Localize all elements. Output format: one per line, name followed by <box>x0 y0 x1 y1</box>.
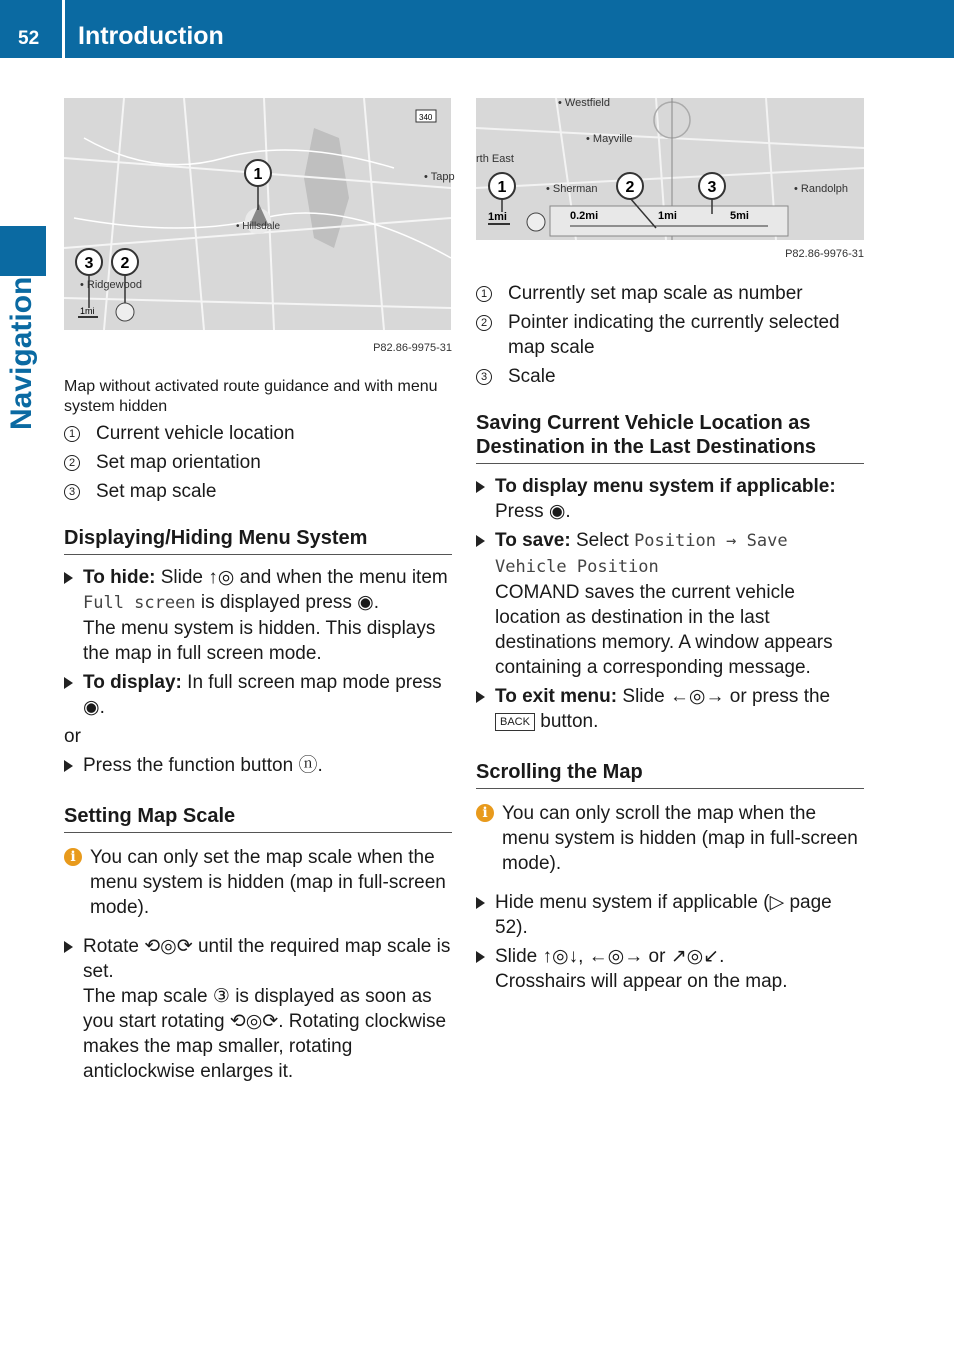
map-figure-1 <box>64 98 455 330</box>
step-function: Press the function button ⓝ. <box>64 753 452 778</box>
map-image-2 <box>476 98 864 240</box>
side-tab-marker <box>0 226 46 276</box>
legend-list-1 <box>64 421 452 504</box>
step-display: To display: In full screen map mode press ◉. <box>64 670 452 720</box>
step-slide: Slide ↑◎↓, ←◎→ or ↗◎↙. Crosshairs will appear on the map. <box>476 944 864 994</box>
step-arrow-icon <box>476 897 485 909</box>
svg-text:3: 3 <box>84 255 94 272</box>
step-arrow-icon <box>476 951 485 963</box>
header-divider <box>62 0 65 58</box>
svg-text:• Randolph: • Randolph <box>794 183 849 195</box>
step-exit-menu: To exit menu: Slide ←◎→ or press the BACK button. <box>476 684 864 734</box>
heading-display-hide: Displaying/Hiding Menu System <box>64 526 452 555</box>
svg-text:2: 2 <box>120 255 130 272</box>
svg-text:1mi: 1mi <box>488 211 507 223</box>
or-text: or <box>64 726 81 747</box>
figure-ref-1: P82.86-9975-31 <box>373 342 452 354</box>
svg-text:rth East: rth East <box>476 153 514 165</box>
heading-scrolling: Scrolling the Map <box>476 760 864 789</box>
step-hide: To hide: Slide ↑◎ and when the menu item Full screen is displayed press ◉. The menu system is hidden. This displays the map in full screen mode. <box>64 565 452 666</box>
step-arrow-icon <box>476 535 485 547</box>
legend-list-2 <box>476 281 864 389</box>
step-arrow-icon <box>64 941 73 953</box>
map-image-1 <box>64 98 455 330</box>
legend-item: 3 Set map scale <box>64 479 452 504</box>
svg-text:1mi: 1mi <box>80 306 95 316</box>
svg-text:• Ridgewood: • Ridgewood <box>80 279 142 291</box>
svg-text:1: 1 <box>497 179 507 196</box>
legend-item: 1 Currently set map scale as number <box>476 281 864 306</box>
svg-text:1: 1 <box>253 166 263 183</box>
svg-text:• Sherman: • Sherman <box>546 183 598 195</box>
info-icon: i <box>64 848 82 866</box>
svg-text:• Tapp: • Tapp <box>424 171 455 183</box>
step-arrow-icon <box>476 691 485 703</box>
info-note-scale: i You can only set the map scale when the menu system is hidden (map in full-screen mode). <box>64 845 452 920</box>
step-arrow-icon <box>64 677 73 689</box>
svg-text:• Mayville: • Mayville <box>586 133 633 145</box>
figure-caption: Map without activated route guidance and with menu system hidden <box>64 378 438 415</box>
step-display-menu: To display menu system if applicable: Press ◉. <box>476 474 864 524</box>
page-number: 52 <box>18 28 40 49</box>
legend-item: 3 Scale <box>476 364 864 389</box>
step-arrow-icon <box>64 760 73 772</box>
map-figure-2 <box>476 98 864 240</box>
left-column <box>64 98 455 1088</box>
page-header <box>0 0 954 58</box>
svg-text:• Westfield: • Westfield <box>558 97 610 109</box>
info-icon: i <box>476 804 494 822</box>
heading-map-scale: Setting Map Scale <box>64 804 452 833</box>
svg-text:0.2mi: 0.2mi <box>570 210 599 222</box>
heading-save-location: Saving Current Vehicle Location as Destination in the Last Destinations <box>476 411 864 464</box>
step-hide-menu: Hide menu system if applicable (▷ page 52). <box>476 890 864 940</box>
legend-item: 2 Set map orientation <box>64 450 452 475</box>
step-rotate: Rotate ⟲◎⟳ until the required map scale is set. The map scale ③ is displayed as soon as you start rotating ⟲◎⟳. Rotating clockwise makes the map smaller, rotating anticlockwise enlarges it. <box>64 934 452 1084</box>
svg-text:340: 340 <box>419 113 433 122</box>
svg-text:2: 2 <box>625 179 635 196</box>
legend-item: 2 Pointer indicating the currently selected map scale <box>476 310 864 360</box>
back-key-icon: BACK <box>495 713 535 731</box>
info-note-scroll: i You can only scroll the map when the menu system is hidden (map in full-screen mode). <box>476 801 864 876</box>
side-tab-label: Navigation <box>5 276 38 430</box>
svg-text:3: 3 <box>707 179 717 196</box>
right-column <box>476 98 864 998</box>
figure-ref-2: P82.86-9976-31 <box>785 248 864 260</box>
section-title: Introduction <box>78 22 224 50</box>
step-arrow-icon <box>64 572 73 584</box>
legend-item: 1 Current vehicle location <box>64 421 452 446</box>
svg-text:5mi: 5mi <box>730 210 749 222</box>
svg-text:• Hillsdale: • Hillsdale <box>236 221 281 232</box>
svg-text:1mi: 1mi <box>658 210 677 222</box>
step-arrow-icon <box>476 481 485 493</box>
step-save: To save: Select Position → Save Vehicle Position COMAND saves the current vehicle location as destination in the last destinations memory. A window appears containing a corresponding message. <box>476 528 864 680</box>
